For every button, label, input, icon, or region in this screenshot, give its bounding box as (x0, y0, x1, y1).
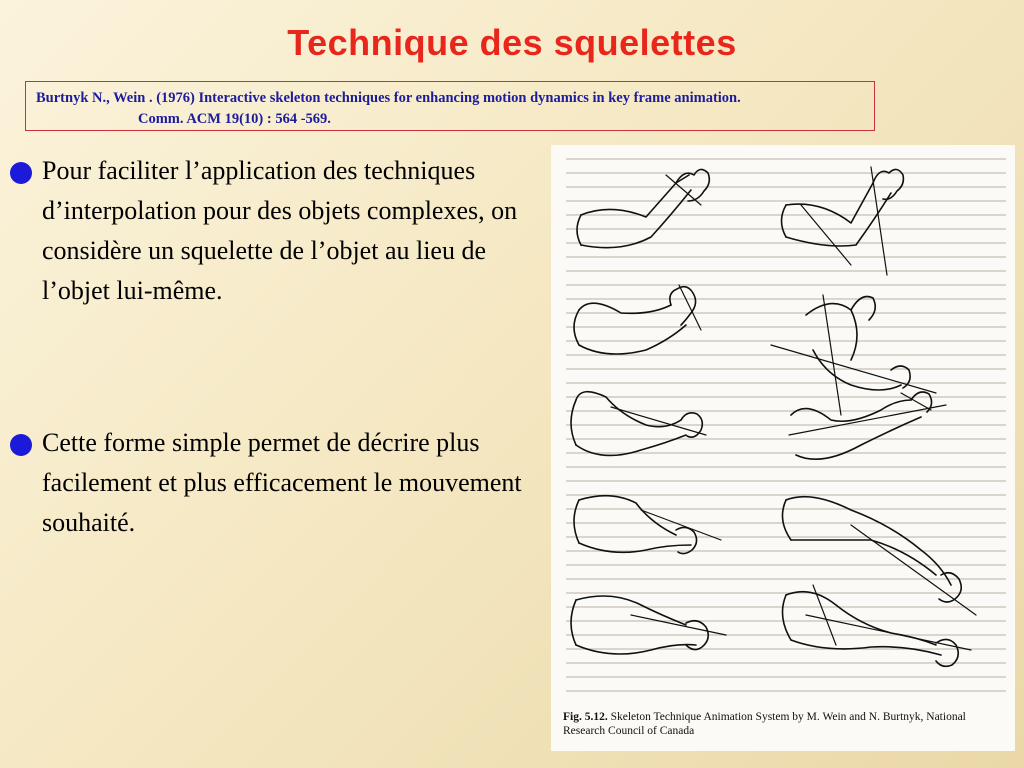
arm-sketch-1 (577, 169, 709, 247)
bullet-text-1: Pour faciliter l’application des techniques d’interpolation pour des objets complexes, on considère un squelette de l’objet au lieu de l’objet lui-même. (42, 156, 518, 305)
arm-sketch-6 (789, 392, 946, 459)
arm-sketch-5 (571, 392, 706, 456)
arm-sketches (551, 145, 1015, 751)
arm-sketch-7 (574, 496, 721, 554)
figure-caption-text: Skeleton Technique Animation System by M. Wein and N. Burtnyk, National Research Council of Canada (563, 711, 966, 737)
bullet-dot-icon (10, 434, 32, 456)
bullet-item-2 (10, 423, 555, 543)
skeleton-arm-figure (551, 145, 1015, 751)
figure-caption (563, 710, 1003, 738)
arm-sketch-4 (771, 295, 936, 415)
bullet-item-1 (10, 151, 555, 311)
figure-caption-label: Fig. 5.12. (563, 711, 608, 723)
reference-box (25, 81, 875, 131)
arm-sketch-9 (571, 596, 726, 654)
arm-sketch-8 (782, 497, 976, 615)
reference-line-1: Burtnyk N., Wein . (1976) Interactive skeleton techniques for enhancing motion dynamics in key frame animation. (36, 90, 741, 106)
reference-line-2: Comm. ACM 19(10) : 564 -569. (138, 111, 331, 127)
arm-sketch-10 (782, 585, 971, 666)
slide-title: Technique des squelettes (287, 22, 737, 63)
bullet-text-2: Cette forme simple permet de décrire plus facilement et plus efficacement le mouvement souhaité. (42, 428, 522, 537)
arm-sketch-2 (782, 167, 904, 275)
bullet-dot-icon (10, 162, 32, 184)
arm-sketch-3 (574, 285, 701, 354)
